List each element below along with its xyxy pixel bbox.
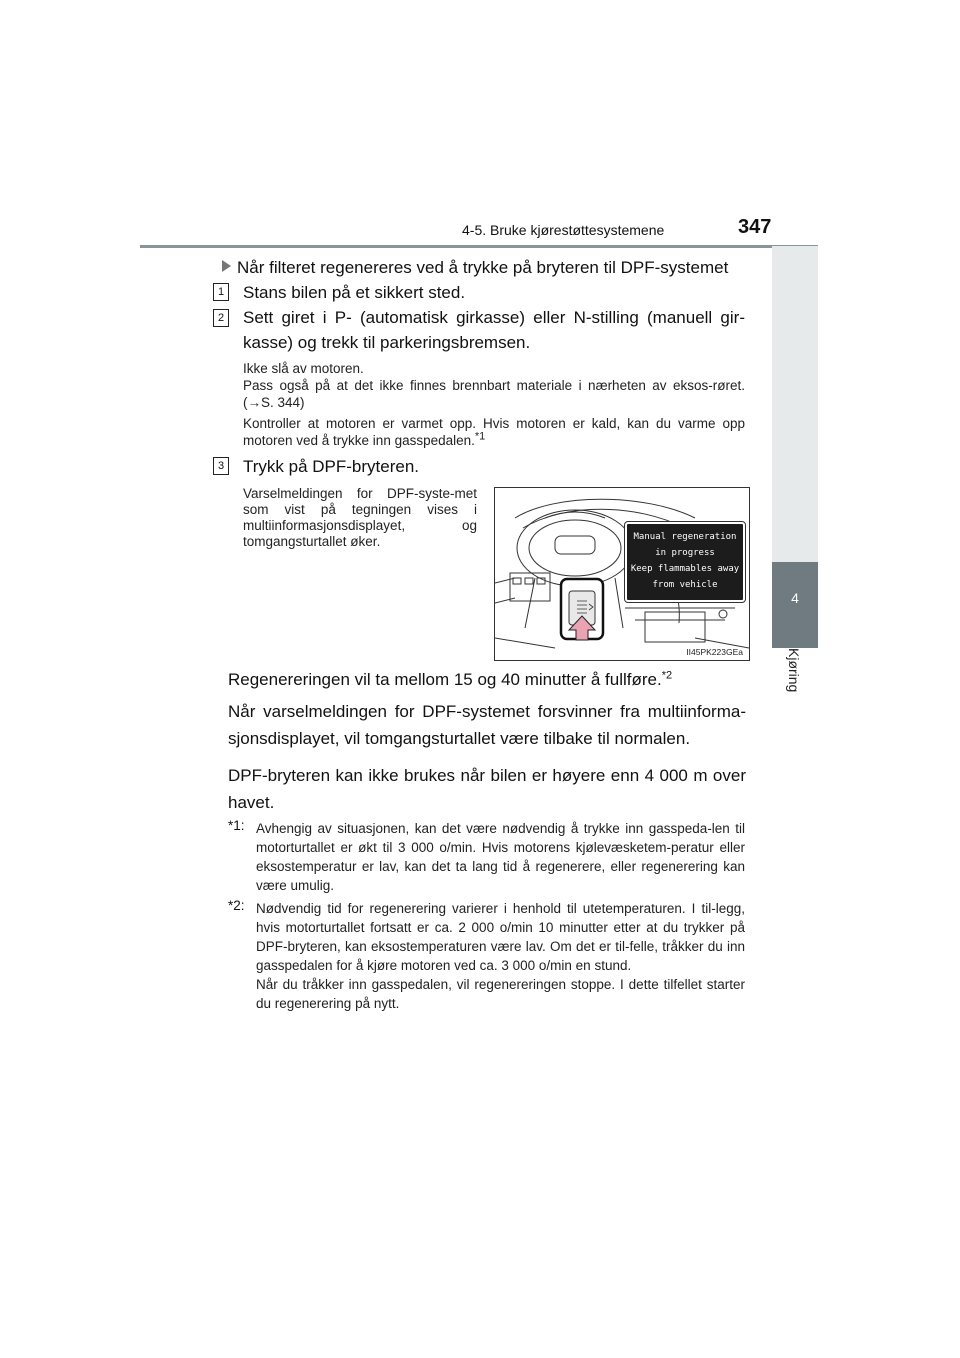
- chapter-label: [778, 648, 808, 758]
- step-2-note-2: Kontroller at motoren er varmet opp. Hvis motoren er kald, kan du varme opp motoren ved å trykke inn gasspedalen.$^{*1}$: [243, 416, 745, 448]
- footnote-1-mark: *1:: [228, 818, 245, 833]
- footnote-1-text: Avhengig av situasjonen, kan det være nødvendig å trykke inn gasspeda-len til motorturtallet er økt til 3 000 o/min. Hvis motorens kjølevæsketem-peratur eller eksostemperatur er lav, kan det ta lang tid å regenerere, eller regenerering kan være umulig.: [256, 821, 745, 893]
- chapter-title: Kjøring: [786, 648, 802, 693]
- step-number-3: 3: [213, 457, 229, 475]
- warning-message-display: Manual regeneration in progress Keep flammables away from vehicle: [625, 522, 745, 602]
- step-2-note-1: Ikke slå av motoren. Pass også på at det ikke finnes brennbart materiale i nærheten av eksos-røret. (→S. 344): [243, 361, 745, 410]
- body-paragraph-3: DPF-bryteren kan ikke brukes når bilen er høyere enn 4 000 m over havet.: [228, 766, 746, 812]
- step-3-note: Varselmeldingen for DPF-syste-met som vist på tegningen vises i multiinformasjonsdisplayet, og tomgangsturtallet øker.: [243, 486, 477, 549]
- step-2-text: Sett giret i P- (automatisk girkasse) eller N-stilling (manuell gir-kasse) og trekk til parkeringsbremsen.: [243, 308, 745, 352]
- body-paragraph-1: Regenereringen vil ta mellom 15 og 40 minutter å fullføre.$^{*2}$: [228, 669, 673, 689]
- step-number-2: 2: [213, 309, 229, 327]
- header-rule: [140, 245, 818, 248]
- dashboard-illustration: [494, 487, 750, 661]
- step-3-text: Trykk på DPF-bryteren.: [243, 457, 420, 476]
- figure-code: II45PK223GEa: [686, 647, 743, 657]
- section-heading: Når filteret regenereres ved å trykke på bryteren til DPF-systemet: [222, 255, 762, 280]
- step-1-text: Stans bilen på et sikkert sted.: [243, 283, 466, 302]
- section-title: 4-5. Bruke kjørestøttesystemene: [462, 222, 665, 238]
- triangle-bullet-icon: [222, 260, 231, 272]
- body-paragraph-2: Når varselmeldingen for DPF-systemet forsvinner fra multiinforma-sjonsdisplayet, vil tomgangsturtallet være tilbake til normalen.: [228, 702, 746, 748]
- footnote-2-text: Nødvendig tid for regenerering varierer i henhold til utetemperaturen. I til-legg, hvis motorturtallet fortsatt er ca. 2 000 o/min 10 minutter etter at du trykker på DPF-bryteren, kan eksostemperaturen være lav. Om det er til-felle, tråkker du inn gasspedalen for å kjøre motoren ved ca. 3 000 o/min en stund. Når du tråkker inn gasspedalen, vil regenereringen stoppe. I dette tilfellet starter du regenerering på nytt.: [256, 901, 745, 1011]
- chapter-tab[interactable]: [772, 562, 818, 648]
- chapter-number: 4: [791, 590, 799, 606]
- footnote-2-mark: *2:: [228, 898, 245, 913]
- page-number: 347: [738, 216, 772, 238]
- step-number-1: 1: [213, 283, 229, 301]
- side-tab-strip: [772, 246, 818, 562]
